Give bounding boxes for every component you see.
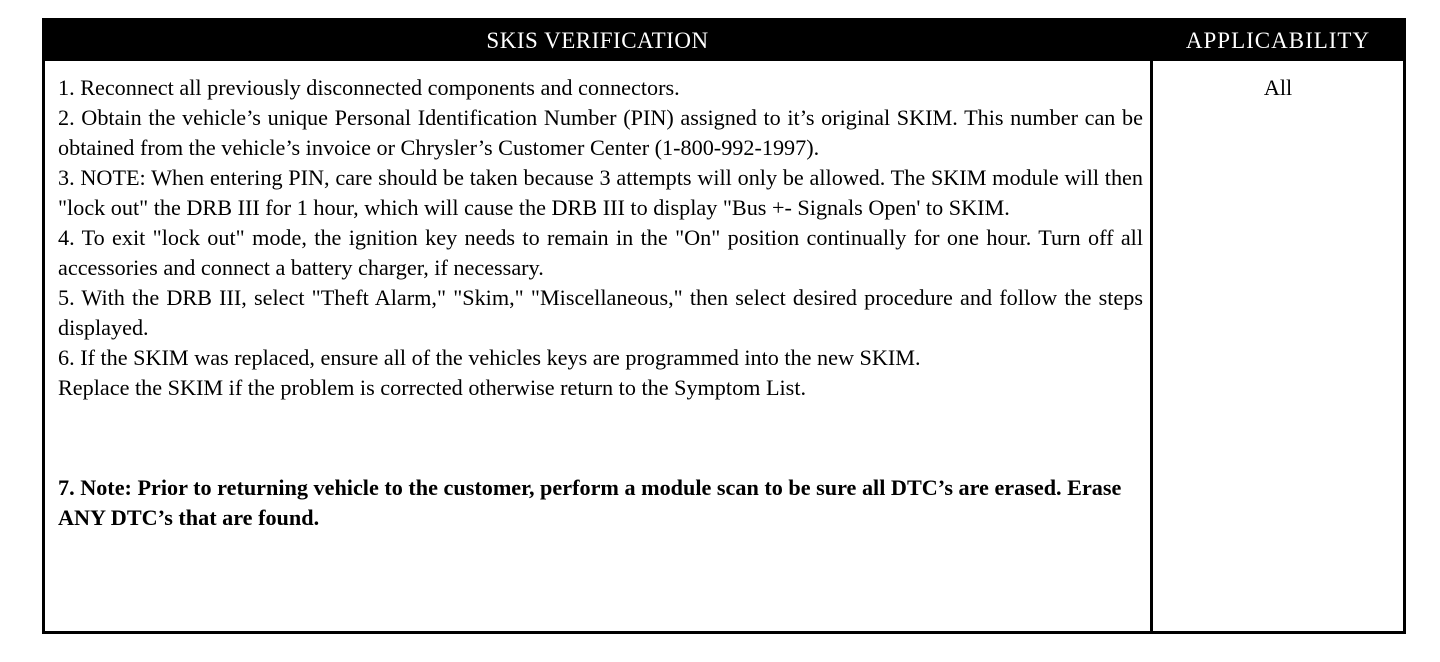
step-3: 3. NOTE: When entering PIN, care should be taken because 3 attempts will only be allowed. The SKIM module will then "lock out" the DRB III for 1 hour, which will cause the DRB III to display "Bus +- Signals Open' to SKIM.	[58, 165, 1143, 220]
table-header-row	[45, 21, 1403, 61]
replace-skim-note: Replace the SKIM if the problem is corrected otherwise return to the Symptom List.	[58, 375, 807, 400]
header-skis-verification: SKIS VERIFICATION	[486, 28, 709, 53]
applicability-value: All	[1263, 75, 1293, 100]
spacer	[58, 403, 1143, 473]
final-note: 7. Note: Prior to returning vehicle to the customer, perform a module scan to be sure all DTC’s are erased. Erase ANY DTC’s that are found.	[58, 475, 1122, 530]
step-1: 1. Reconnect all previously disconnected components and connectors.	[58, 75, 680, 100]
step-4: 4. To exit "lock out" mode, the ignition key needs to remain in the "On" position continually for one hour. Turn off all accessories and connect a battery charger, if necessary.	[58, 225, 1143, 280]
header-applicability: APPLICABILITY	[1185, 28, 1371, 53]
verification-steps	[58, 73, 1143, 533]
step-2: 2. Obtain the vehicle’s unique Personal Identification Number (PIN) assigned to it’s original SKIM. This number can be obtained from the vehicle’s invoice or Chrysler’s Customer Center (1-800-992-1997).	[58, 105, 1143, 160]
skis-verification-table	[42, 18, 1406, 634]
step-6: 6. If the SKIM was replaced, ensure all of the vehicles keys are programmed into the new SKIM.	[58, 345, 921, 370]
column-divider	[1150, 61, 1153, 631]
step-5: 5. With the DRB III, select "Theft Alarm," "Skim," "Miscellaneous," then select desired procedure and follow the steps displayed.	[58, 285, 1143, 340]
